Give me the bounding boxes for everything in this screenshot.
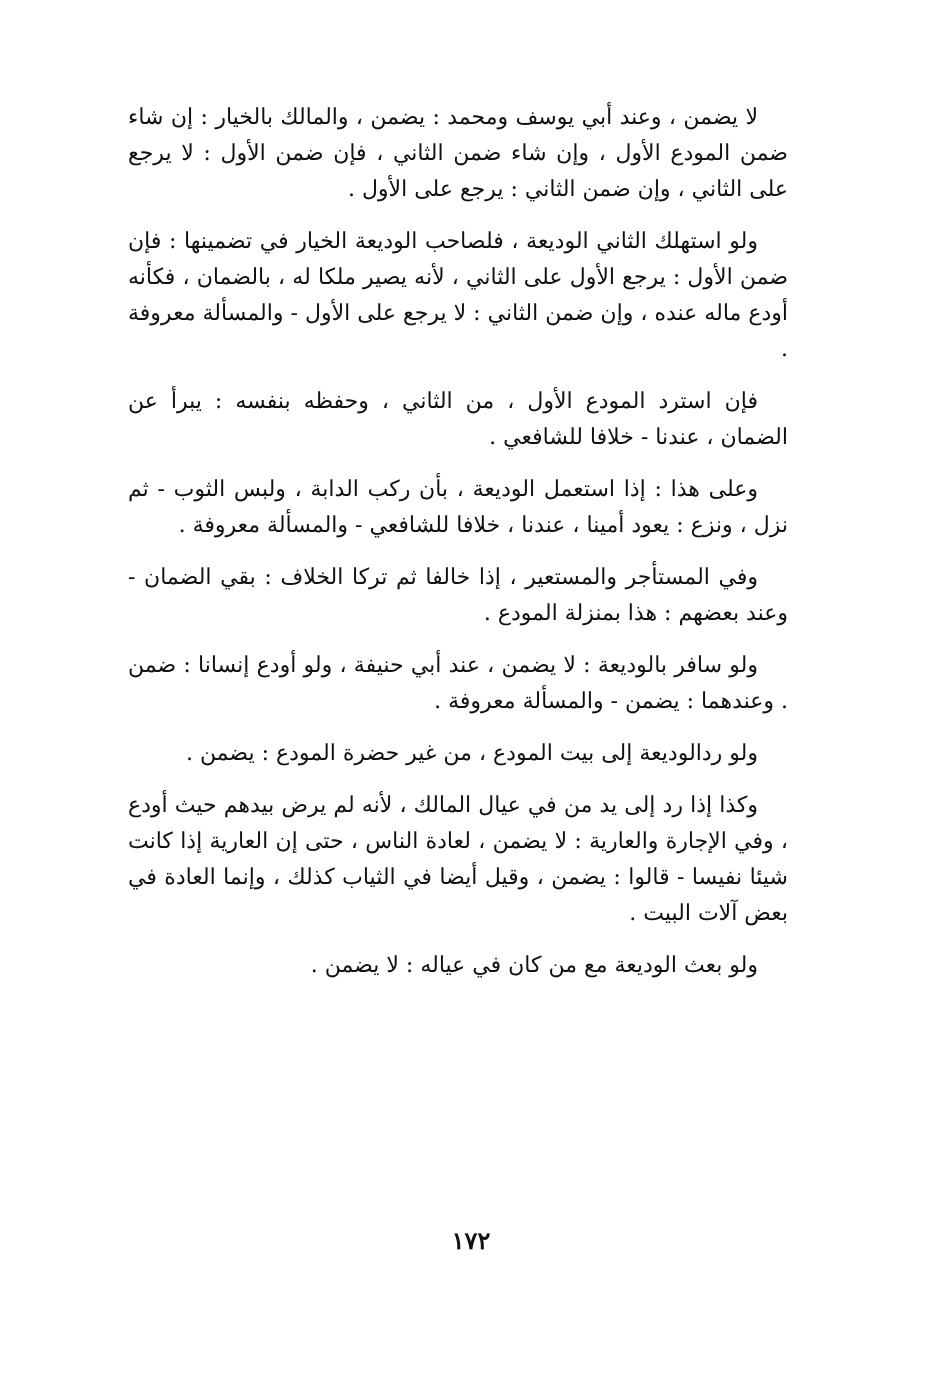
paragraph-3: فإن استرد المودع الأول ، من الثاني ، وحفظه بنفسه : يبرأ عن الضمان ، عندنا - خلافا للشافعي . bbox=[128, 389, 788, 450]
paragraph-4: وعلى هذا : إذا استعمل الوديعة ، بأن ركب الدابة ، ولبس الثوب - ثم نزل ، ونزع : يعود أمينا ، عندنا ، خلافا للشافعي - والمسألة معروفة . bbox=[128, 477, 788, 538]
paragraph-8: وكذا إذا رد إلى يد من في عيال المالك ، لأنه لم يرض بيدهم حيث أودع ، وفي الإجارة والعارية : لا يضمن ، لعادة الناس ، حتى إن العارية إذا كانت شيئا نفيسا - قالوا : يضمن ، وقيل أيضا في الثياب كذلك ، وإنما العادة في بعض آلات البيت . bbox=[128, 793, 788, 926]
paragraph-2: ولو استهلك الثاني الوديعة ، فلصاحب الوديعة الخيار في تضمينها : فإن ضمن الأول : يرجع الأول على الثاني ، لأنه يصير ملكا له ، بالضمان ، فكأنه أودع ماله عنده ، وإن ضمن الثاني : لا يرجع على الأول - والمسألة معروفة . bbox=[128, 229, 788, 362]
paragraph-9: ولو بعث الوديعة مع من كان في عياله : لا يضمن . bbox=[310, 953, 758, 978]
paragraph-7: ولو ردالوديعة إلى بيت المودع ، من غير حضرة المودع : يضمن . bbox=[185, 741, 758, 766]
page-number: ١٧٢ bbox=[451, 1226, 491, 1255]
paragraph-1: لا يضمن ، وعند أبي يوسف ومحمد : يضمن ، والمالك بالخيار : إن شاء ضمن المودع الأول ، وإن شاء ضمن الثاني ، فإن ضمن الأول : لا يرجع على الثاني ، وإن ضمن الثاني : يرجع على الأول . bbox=[128, 105, 788, 202]
paragraph-6: ولو سافر بالوديعة : لا يضمن ، عند أبي حنيفة ، ولو أودع إنسانا : ضمن . وعندهما : يضمن - والمسألة معروفة . bbox=[128, 653, 788, 714]
body-text bbox=[128, 100, 788, 1000]
paragraph-5: وفي المستأجر والمستعير ، إذا خالفا ثم تركا الخلاف : بقي الضمان - وعند بعضهم : هذا بمنزلة المودع . bbox=[128, 565, 788, 626]
